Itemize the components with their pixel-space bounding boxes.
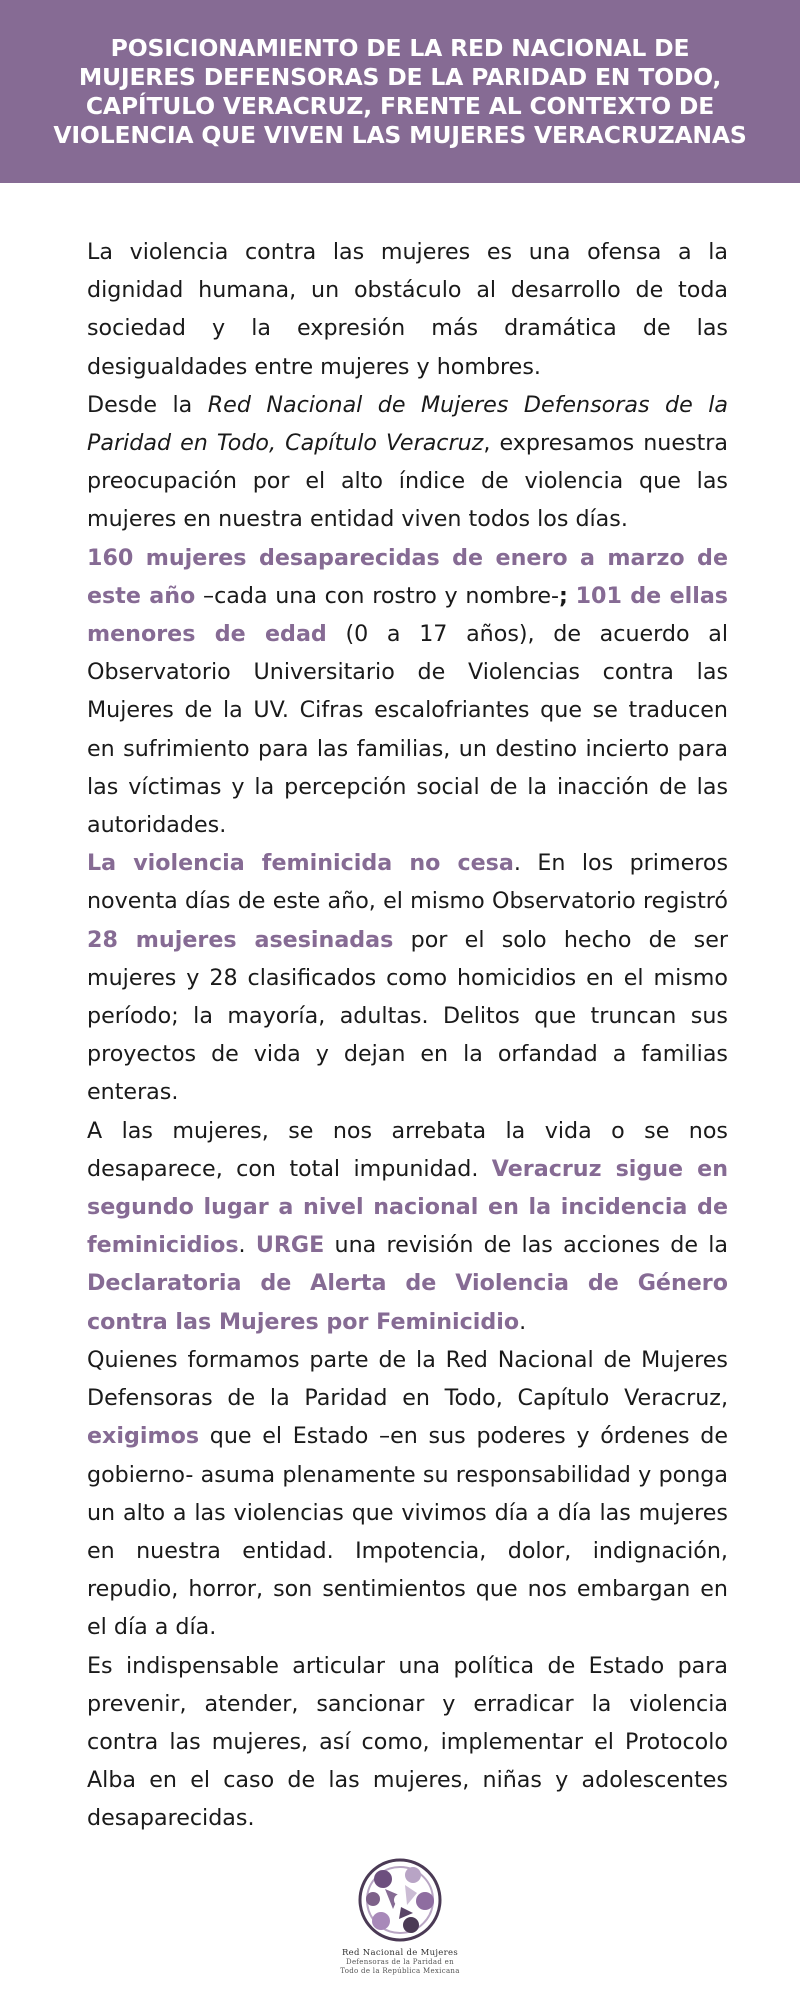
highlight-murdered-women: 28 mujeres asesinadas (87, 926, 394, 953)
title-banner (0, 0, 800, 183)
highlight-feminicide-violence: La violencia feminicida no cesa (87, 850, 514, 877)
paragraph-2-text-c: , expresamos nuestra preocupación por el alto índice de violencia que las mujeres en nuestra entidad viven todos los días. (87, 430, 728, 533)
paragraph-4 (87, 844, 728, 1111)
paragraph-2 (87, 386, 728, 539)
title-line-2: MUJERES DEFENSORAS DE LA PARIDAD EN TODO, (78, 62, 722, 91)
highlight-demand: exigimos (87, 1423, 200, 1450)
title-line-4: VIOLENCIA QUE VIVEN LAS MUJERES VERACRUZANAS (53, 120, 747, 149)
paragraph-4-text-d: por el solo hecho de ser mujeres y 28 clasificados como homicidios en el mismo período; la mayoría, adultas. Delitos que truncan sus proyectos de vida y dejan en la orfandad a familias enteras. (87, 926, 728, 1106)
paragraph-3-semicolon: ; (559, 582, 568, 609)
title-line-1: POSICIONAMIENTO DE LA RED NACIONAL DE (110, 33, 690, 62)
paragraph-4-text-b: . En los primeros noventa días de este año, el mismo Observatorio registró (87, 850, 729, 915)
paragraph-3-text-f: (0 a 17 años), de acuerdo al Observatorio Universitario de Violencias contra las Mujeres de la UV. Cifras escalofriantes que se traducen en sufrimiento para las familias, un destino incierto para las víctimas y la percepción social de la inacción de las autoridades. (87, 621, 728, 839)
page-title (13, 34, 786, 150)
highlight-minors: 101 de ellas menores de edad (87, 582, 729, 648)
title-line-3: CAPÍTULO VERACRUZ, FRENTE AL CONTEXTO DE (85, 91, 715, 120)
highlight-veracruz-ranking: Veracruz sigue en segundo lugar a nivel nacional en la incidencia de feminicidios (87, 1155, 728, 1259)
paragraph-5-text-e: una revisión de las acciones de la (324, 1232, 729, 1259)
paragraph-5 (87, 1112, 728, 1341)
logo-line-2: Defensoras de la Paridad en (346, 1958, 454, 1966)
paragraph-5-text-g: . (519, 1308, 527, 1335)
paragraph-5-text-c: . (238, 1232, 256, 1259)
network-logo (320, 1855, 480, 1990)
paragraph-3-text-b: –cada una con rostro y nombre- (195, 582, 560, 609)
statement-body (87, 233, 728, 1838)
paragraph-6-text-c: que el Estado –en sus poderes y órdenes de gobierno- asuma plenamente su responsabilidad y ponga un alto a las violencias que vivimos día a día las mujeres en nuestra entidad. Impotencia, dolor, indignación, repudio, horror, son sentimientos que nos embargan en el día a día. (87, 1423, 728, 1641)
paragraph-1: La violencia contra las mujeres es una ofensa a la dignidad humana, un obstáculo al desarrollo de toda sociedad y la expresión más dramática de las desigualdades entre mujeres y hombres. (87, 239, 728, 380)
logo-line-1: Red Nacional de Mujeres (341, 1948, 458, 1958)
highlight-urge: URGE (255, 1232, 325, 1259)
paragraph-7: Es indispensable articular una política de Estado para prevenir, atender, sancionar y erradicar la violencia contra las mujeres, así como, implementar el Protocolo Alba en el caso de las mujeres, niñas y adolescentes desaparecidas. (87, 1652, 728, 1832)
network-name-italic: Red Nacional de Mujeres Defensoras de la Paridad en Todo, Capítulo Veracruz (87, 391, 728, 457)
paragraph-3 (87, 539, 728, 845)
paragraph-2-text-a: Desde la (87, 391, 208, 418)
network-emblem-icon (355, 1855, 445, 1945)
highlight-gender-alert: Declaratoria de Alerta de Violencia de Género contra las Mujeres por Feminicidio (87, 1270, 728, 1335)
logo-line-3: Todo de la República Mexicana (340, 1967, 460, 1975)
paragraph-6-text-a: Quienes formamos parte de la Red Nacional de Mujeres Defensoras de la Paridad en Todo, Capítulo Veracruz, (87, 1346, 728, 1412)
highlight-disappeared-women: 160 mujeres desaparecidas de enero a marzo de este año (87, 544, 728, 609)
paragraph-6 (87, 1341, 728, 1647)
paragraph-5-text-a: A las mujeres, se nos arrebata la vida o se nos desaparece, con total impunidad. (87, 1117, 728, 1182)
paragraph-3-space (568, 583, 576, 609)
